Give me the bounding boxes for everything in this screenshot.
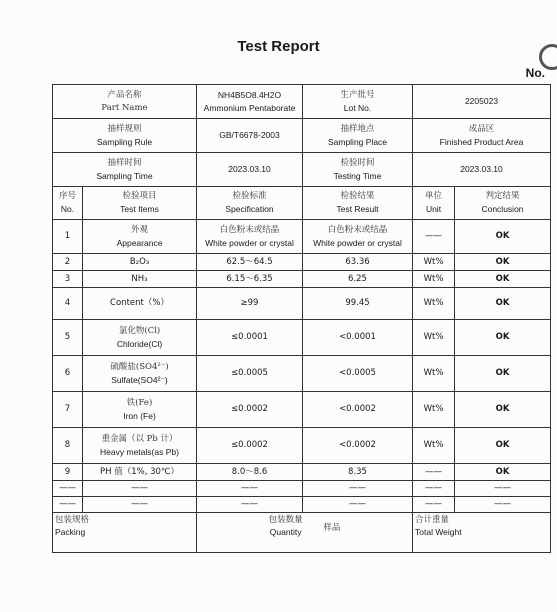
row-item: 铁(Fe) Iron (Fe) xyxy=(83,392,197,428)
table-row xyxy=(53,271,551,288)
table-row xyxy=(53,288,551,320)
report-title: Test Report xyxy=(237,38,320,55)
lot-no-label: 生产批号 Lot No. xyxy=(303,85,413,119)
row-unit: Wt% xyxy=(413,320,455,356)
row-result: <0.0001 xyxy=(303,320,413,356)
row-item: B₂O₃ xyxy=(83,254,197,271)
table-row xyxy=(53,356,551,392)
dash-cell: —— xyxy=(197,481,303,497)
empty-row xyxy=(53,496,551,512)
row-spec: 白色粉末或结晶 White powder or crystal xyxy=(197,220,303,254)
row-no: 5 xyxy=(53,320,83,356)
packing-label: 包装规格 Packing xyxy=(53,512,197,552)
row-item: Content（%） xyxy=(83,288,197,320)
info-row-time xyxy=(53,153,551,187)
dash-cell: —— xyxy=(83,481,197,497)
dash-cell: —— xyxy=(455,496,551,512)
row-result: 白色粉末或结晶 White powder or crystal xyxy=(303,220,413,254)
info-row-part xyxy=(53,85,551,119)
row-conclusion: OK xyxy=(455,254,551,271)
row-result: <0.0002 xyxy=(303,428,413,464)
dash-cell: —— xyxy=(53,481,83,497)
row-result: <0.0002 xyxy=(303,392,413,428)
sampling-place-label: 抽样地点 Sampling Place xyxy=(303,119,413,153)
row-conclusion: OK xyxy=(455,288,551,320)
col-conclusion-header: 判定结果 Conclusion xyxy=(455,187,551,220)
column-header-row xyxy=(53,187,551,220)
row-spec: 8.0～8.6 xyxy=(197,464,303,481)
row-no: 4 xyxy=(53,288,83,320)
row-item: 外观 Appearance xyxy=(83,220,197,254)
row-unit: Wt% xyxy=(413,356,455,392)
quantity-label: 包装数量 Quantity 样品 xyxy=(197,512,413,552)
row-unit: —— xyxy=(413,220,455,254)
col-result-header: 检验结果 Test Result xyxy=(303,187,413,220)
row-unit: —— xyxy=(413,464,455,481)
row-unit: Wt% xyxy=(413,288,455,320)
row-no: 1 xyxy=(53,220,83,254)
col-items-header: 检验项目 Test Items xyxy=(83,187,197,220)
row-spec: ≤0.0005 xyxy=(197,356,303,392)
row-no: 6 xyxy=(53,356,83,392)
row-spec: ≤0.0002 xyxy=(197,392,303,428)
dash-cell: —— xyxy=(53,496,83,512)
row-spec: ≥99 xyxy=(197,288,303,320)
col-no-header: 序号 No. xyxy=(53,187,83,220)
part-name-label: 产品名称 Part Name xyxy=(53,85,197,119)
row-spec: 6.15～6.35 xyxy=(197,271,303,288)
row-spec: ≤0.0001 xyxy=(197,320,303,356)
col-spec-header: 检验标准 Specification xyxy=(197,187,303,220)
report-number-label: No. xyxy=(525,66,545,80)
row-item: NH₃ xyxy=(83,271,197,288)
sampling-time-label: 抽样时间 Sampling Time xyxy=(53,153,197,187)
row-result: 99.45 xyxy=(303,288,413,320)
row-no: 8 xyxy=(53,428,83,464)
row-result: 63.36 xyxy=(303,254,413,271)
dash-cell: —— xyxy=(455,481,551,497)
row-item: 硫酸盐(SO4²⁻) Sulfate(SO4²⁻) xyxy=(83,356,197,392)
row-spec: 62.5～64.5 xyxy=(197,254,303,271)
row-item: 氯化物(Cl) Chloride(Cl) xyxy=(83,320,197,356)
sampling-rule-value: GB/T6678-2003 xyxy=(197,119,303,153)
row-no: 9 xyxy=(53,464,83,481)
testing-time-label: 检验时间 Testing Time xyxy=(303,153,413,187)
table-row xyxy=(53,254,551,271)
row-item: 重金属（以 Pb 计） Heavy metals(as Pb) xyxy=(83,428,197,464)
row-no: 7 xyxy=(53,392,83,428)
product-cell: NH4B5O8.4H2O Ammonium Pentaborate xyxy=(197,85,303,119)
row-no: 2 xyxy=(53,254,83,271)
row-conclusion: OK xyxy=(455,464,551,481)
test-report-table xyxy=(52,84,551,553)
dash-cell: —— xyxy=(303,496,413,512)
row-no: 3 xyxy=(53,271,83,288)
row-conclusion: OK xyxy=(455,220,551,254)
sampling-place-value: 成品区 Finished Product Area xyxy=(413,119,551,153)
row-conclusion: OK xyxy=(455,271,551,288)
sample-label: 样品 xyxy=(323,522,341,533)
row-result: <0.0005 xyxy=(303,356,413,392)
sampling-rule-label: 抽样规则 Sampling Rule xyxy=(53,119,197,153)
row-unit: Wt% xyxy=(413,392,455,428)
dash-cell: —— xyxy=(413,496,455,512)
testing-time-value: 2023.03.10 xyxy=(413,153,551,187)
empty-row xyxy=(53,481,551,497)
table-row xyxy=(53,220,551,254)
row-conclusion: OK xyxy=(455,392,551,428)
row-spec: ≤0.0002 xyxy=(197,428,303,464)
row-conclusion: OK xyxy=(455,356,551,392)
col-unit-header: 单位 Unit xyxy=(413,187,455,220)
table-row xyxy=(53,320,551,356)
sampling-time-value: 2023.03.10 xyxy=(197,153,303,187)
lot-no-value: 2205023 xyxy=(413,85,551,119)
row-unit: Wt% xyxy=(413,271,455,288)
row-result: 6.25 xyxy=(303,271,413,288)
info-row-rule xyxy=(53,119,551,153)
table-row xyxy=(53,464,551,481)
dash-cell: —— xyxy=(197,496,303,512)
row-unit: Wt% xyxy=(413,254,455,271)
row-unit: Wt% xyxy=(413,428,455,464)
dash-cell: —— xyxy=(413,481,455,497)
total-weight-label: 合计重量 Total Weight xyxy=(413,512,551,552)
table-row xyxy=(53,392,551,428)
footer-row xyxy=(53,512,551,552)
dash-cell: —— xyxy=(303,481,413,497)
row-item: PH 值（1%, 30℃） xyxy=(83,464,197,481)
row-conclusion: OK xyxy=(455,320,551,356)
page-cutoff xyxy=(52,576,550,612)
table-row xyxy=(53,428,551,464)
row-result: 8.35 xyxy=(303,464,413,481)
row-conclusion: OK xyxy=(455,428,551,464)
dash-cell: —— xyxy=(83,496,197,512)
